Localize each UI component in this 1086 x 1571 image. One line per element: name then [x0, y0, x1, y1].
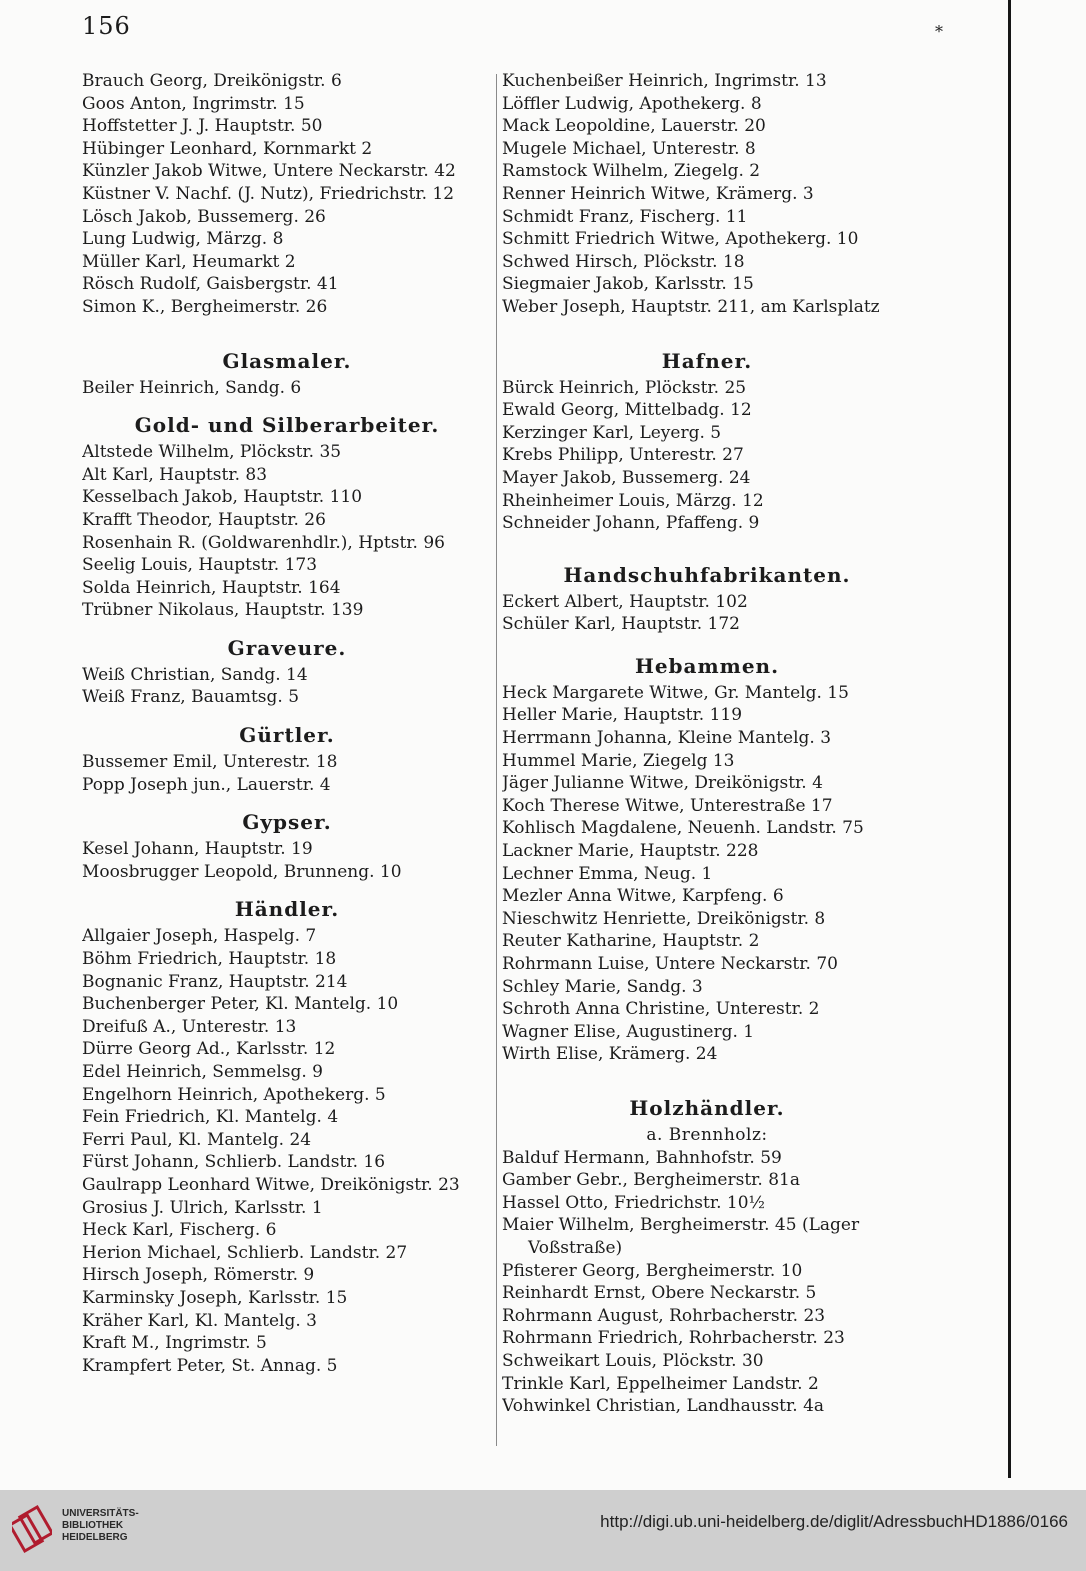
directory-entry: Herion Michael, Schlierb. Landstr. 27	[82, 1242, 408, 1263]
directory-entry: Maier Wilhelm, Bergheimerstr. 45 (Lager	[502, 1215, 860, 1236]
directory-entry: Gamber Gebr., Bergheimerstr. 81a	[502, 1170, 801, 1191]
directory-entry: Rosenhain R. (Goldwarenhdlr.), Hptstr. 96	[82, 532, 446, 553]
section-heading: Holzhändler.	[629, 1095, 785, 1120]
directory-entry: Nieschwitz Henriette, Dreikönigstr. 8	[502, 908, 826, 929]
directory-entry: Rohrmann Luise, Untere Neckarstr. 70	[502, 954, 838, 974]
library-logo-icon	[12, 1500, 52, 1560]
directory-entry: Küstner V. Nachf. (J. Nutz), Friedrichstr. 12	[82, 183, 455, 204]
library-name-line: HEIDELBERG	[62, 1532, 128, 1543]
section-heading: Hebammen.	[634, 653, 780, 678]
section-heading: Glasmaler.	[222, 348, 352, 373]
directory-entry: Mugele Michael, Unterestr. 8	[502, 138, 756, 159]
directory-entry: Kesselbach Jakob, Hauptstr. 110	[82, 487, 363, 508]
directory-entry: Simon K., Bergheimerstr. 26	[82, 296, 328, 317]
directory-entry: Edel Heinrich, Semmelsg. 9	[82, 1062, 323, 1082]
directory-entry: Dreifuß A., Unterestr. 13	[82, 1016, 297, 1037]
directory-entry: Bussemer Emil, Unterestr. 18	[82, 752, 338, 773]
directory-entry: Reinhardt Ernst, Obere Neckarstr. 5	[502, 1283, 817, 1304]
directory-entry: Lechner Emma, Neug. 1	[502, 863, 713, 884]
directory-entry: Heck Margarete Witwe, Gr. Mantelg. 15	[502, 682, 849, 703]
directory-entry: Rheinheimer Louis, Märzg. 12	[502, 490, 764, 511]
directory-entry: Schmitt Friedrich Witwe, Apothekerg. 10	[502, 229, 859, 250]
directory-entry: Lackner Marie, Hauptstr. 228	[502, 841, 759, 862]
directory-entry: Schneider Johann, Pfaffeng. 9	[502, 513, 760, 534]
right-column	[502, 70, 912, 1418]
directory-entry: Hübinger Leonhard, Kornmarkt 2	[82, 138, 373, 159]
directory-entry: Popp Joseph jun., Lauerstr. 4	[82, 774, 331, 795]
directory-entry: Kerzinger Karl, Leyerg. 5	[502, 422, 722, 443]
library-name-line: BIBLIOTHEK	[62, 1520, 124, 1531]
page-edge-rule	[1008, 0, 1011, 1478]
directory-entry: Schwed Hirsch, Plöckstr. 18	[502, 251, 745, 272]
directory-entry: Schmidt Franz, Fischerg. 11	[502, 206, 748, 227]
section-heading: Händler.	[234, 897, 340, 922]
directory-entry: Mayer Jakob, Bussemerg. 24	[502, 467, 751, 488]
directory-entry-continuation: Voßstraße)	[528, 1237, 623, 1258]
directory-entry: Bognanic Franz, Hauptstr. 214	[82, 971, 348, 992]
directory-entry: Koch Therese Witwe, Unterestraße 17	[502, 795, 833, 816]
directory-entry: Müller Karl, Heumarkt 2	[82, 251, 296, 272]
directory-entry: Jäger Julianne Witwe, Dreikönigstr. 4	[502, 773, 823, 794]
subsection-label: a. Brennholz:	[646, 1124, 768, 1145]
section-heading: Hafner.	[661, 348, 753, 373]
directory-entry: Heller Marie, Hauptstr. 119	[502, 705, 743, 726]
directory-entry: Schley Marie, Sandg. 3	[502, 976, 703, 997]
directory-entry: Mack Leopoldine, Lauerstr. 20	[502, 116, 766, 137]
directory-entry: Karminsky Joseph, Karlsstr. 15	[82, 1287, 348, 1308]
directory-entry: Hassel Otto, Friedrichstr. 10½	[502, 1192, 766, 1213]
directory-entry: Lösch Jakob, Bussemerg. 26	[82, 206, 326, 227]
directory-entry: Lung Ludwig, Märzg. 8	[82, 229, 284, 250]
directory-entry: Herrmann Johanna, Kleine Mantelg. 3	[502, 728, 832, 749]
directory-entry: Kräher Karl, Kl. Mantelg. 3	[82, 1310, 317, 1331]
directory-entry: Trinkle Karl, Eppelheimer Landstr. 2	[502, 1373, 819, 1394]
directory-entry: Hummel Marie, Ziegelg 13	[502, 750, 735, 771]
section-heading: Gürtler.	[239, 723, 335, 748]
directory-entry: Böhm Friedrich, Hauptstr. 18	[82, 949, 337, 970]
directory-entry: Ewald Georg, Mittelbadg. 12	[502, 400, 752, 421]
directory-entry: Kesel Johann, Hauptstr. 19	[82, 839, 313, 860]
directory-entry: Renner Heinrich Witwe, Krämerg. 3	[502, 183, 814, 204]
directory-entry: Beiler Heinrich, Sandg. 6	[82, 377, 302, 398]
directory-entry: Brauch Georg, Dreikönigstr. 6	[82, 71, 342, 91]
directory-entry: Krebs Philipp, Unterestr. 27	[502, 445, 744, 466]
directory-entry: Rohrmann August, Rohrbacherstr. 23	[502, 1305, 826, 1326]
footer-bar	[0, 1490, 1086, 1571]
directory-entry: Löffler Ludwig, Apothekerg. 8	[502, 93, 762, 114]
column-divider	[496, 74, 497, 1446]
directory-entry: Allgaier Joseph, Haspelg. 7	[82, 926, 317, 947]
directory-entry: Kohlisch Magdalene, Neuenh. Landstr. 75	[502, 818, 864, 839]
directory-entry: Siegmaier Jakob, Karlsstr. 15	[502, 274, 754, 295]
directory-entry: Krampfert Peter, St. Annag. 5	[82, 1355, 338, 1376]
section-heading: Handschuhfabrikanten.	[563, 562, 851, 587]
directory-entry: Moosbrugger Leopold, Brunneng. 10	[82, 861, 402, 882]
directory-entry: Fein Friedrich, Kl. Mantelg. 4	[82, 1107, 339, 1128]
section-heading: Gypser.	[242, 810, 332, 835]
directory-entry: Wagner Elise, Augustinerg. 1	[502, 1021, 755, 1042]
source-url[interactable]: http://digi.ub.uni-heidelberg.de/diglit/AdressbuchHD1886/0166	[600, 1512, 1068, 1531]
directory-entry: Weiß Christian, Sandg. 14	[82, 664, 308, 685]
directory-entry: Hoffstetter J. J. Hauptstr. 50	[82, 116, 323, 137]
directory-entry: Weber Joseph, Hauptstr. 211, am Karlsplatz	[502, 296, 880, 317]
directory-entry: Künzler Jakob Witwe, Untere Neckarstr. 42	[82, 161, 456, 182]
directory-entry: Ramstock Wilhelm, Ziegelg. 2	[502, 161, 761, 182]
directory-entry: Ferri Paul, Kl. Mantelg. 24	[82, 1129, 312, 1150]
directory-entry: Balduf Hermann, Bahnhofstr. 59	[502, 1147, 782, 1168]
directory-entry: Eckert Albert, Hauptstr. 102	[502, 591, 748, 612]
page-number: 156	[82, 12, 131, 40]
directory-entry: Gaulrapp Leonhard Witwe, Dreikönigstr. 23	[82, 1174, 460, 1195]
directory-entry: Krafft Theodor, Hauptstr. 26	[82, 509, 326, 530]
directory-entry: Alt Karl, Hauptstr. 83	[82, 464, 268, 485]
directory-entry: Fürst Johann, Schlierb. Landstr. 16	[82, 1152, 386, 1173]
library-name	[62, 1508, 139, 1544]
directory-entry: Weiß Franz, Bauamtsg. 5	[82, 687, 300, 708]
directory-entry: Goos Anton, Ingrimstr. 15	[82, 93, 305, 114]
directory-entry: Engelhorn Heinrich, Apothekerg. 5	[82, 1084, 386, 1105]
directory-entry: Pfisterer Georg, Bergheimerstr. 10	[502, 1260, 803, 1281]
directory-entry: Seelig Louis, Hauptstr. 173	[82, 555, 318, 576]
directory-entry: Rösch Rudolf, Gaisbergstr. 41	[82, 274, 339, 295]
directory-entry: Reuter Katharine, Hauptstr. 2	[502, 931, 760, 952]
library-name-line: UNIVERSITÄTS-	[62, 1508, 139, 1519]
directory-entry: Buchenberger Peter, Kl. Mantelg. 10	[82, 994, 399, 1015]
directory-entry: Trübner Nikolaus, Hauptstr. 139	[82, 600, 364, 621]
directory-entry: Vohwinkel Christian, Landhausstr. 4a	[502, 1396, 825, 1417]
directory-entry: Schroth Anna Christine, Unterestr. 2	[502, 999, 820, 1020]
directory-entry: Kuchenbeißer Heinrich, Ingrimstr. 13	[502, 71, 827, 91]
left-column	[82, 70, 492, 1377]
section-heading: Gold- und Silberarbeiter.	[134, 413, 440, 438]
directory-entry: Bürck Heinrich, Plöckstr. 25	[502, 377, 747, 398]
directory-entry: Hirsch Joseph, Römerstr. 9	[82, 1265, 315, 1286]
directory-entry: Schweikart Louis, Plöckstr. 30	[502, 1350, 764, 1371]
directory-entry: Solda Heinrich, Hauptstr. 164	[82, 577, 341, 598]
directory-entry: Kraft M., Ingrimstr. 5	[82, 1333, 267, 1354]
section-heading: Graveure.	[227, 635, 347, 660]
directory-entry: Wirth Elise, Krämerg. 24	[502, 1044, 718, 1065]
directory-entry: Heck Karl, Fischerg. 6	[82, 1220, 277, 1241]
directory-entry: Altstede Wilhelm, Plöckstr. 35	[82, 442, 342, 463]
directory-entry: Grosius J. Ulrich, Karlsstr. 1	[82, 1197, 323, 1218]
directory-entry: Schüler Karl, Hauptstr. 172	[502, 614, 740, 635]
corner-mark: *	[935, 22, 943, 41]
directory-entry: Mezler Anna Witwe, Karpfeng. 6	[502, 886, 784, 907]
directory-entry: Rohrmann Friedrich, Rohrbacherstr. 23	[502, 1328, 845, 1349]
directory-entry: Dürre Georg Ad., Karlsstr. 12	[82, 1039, 336, 1060]
